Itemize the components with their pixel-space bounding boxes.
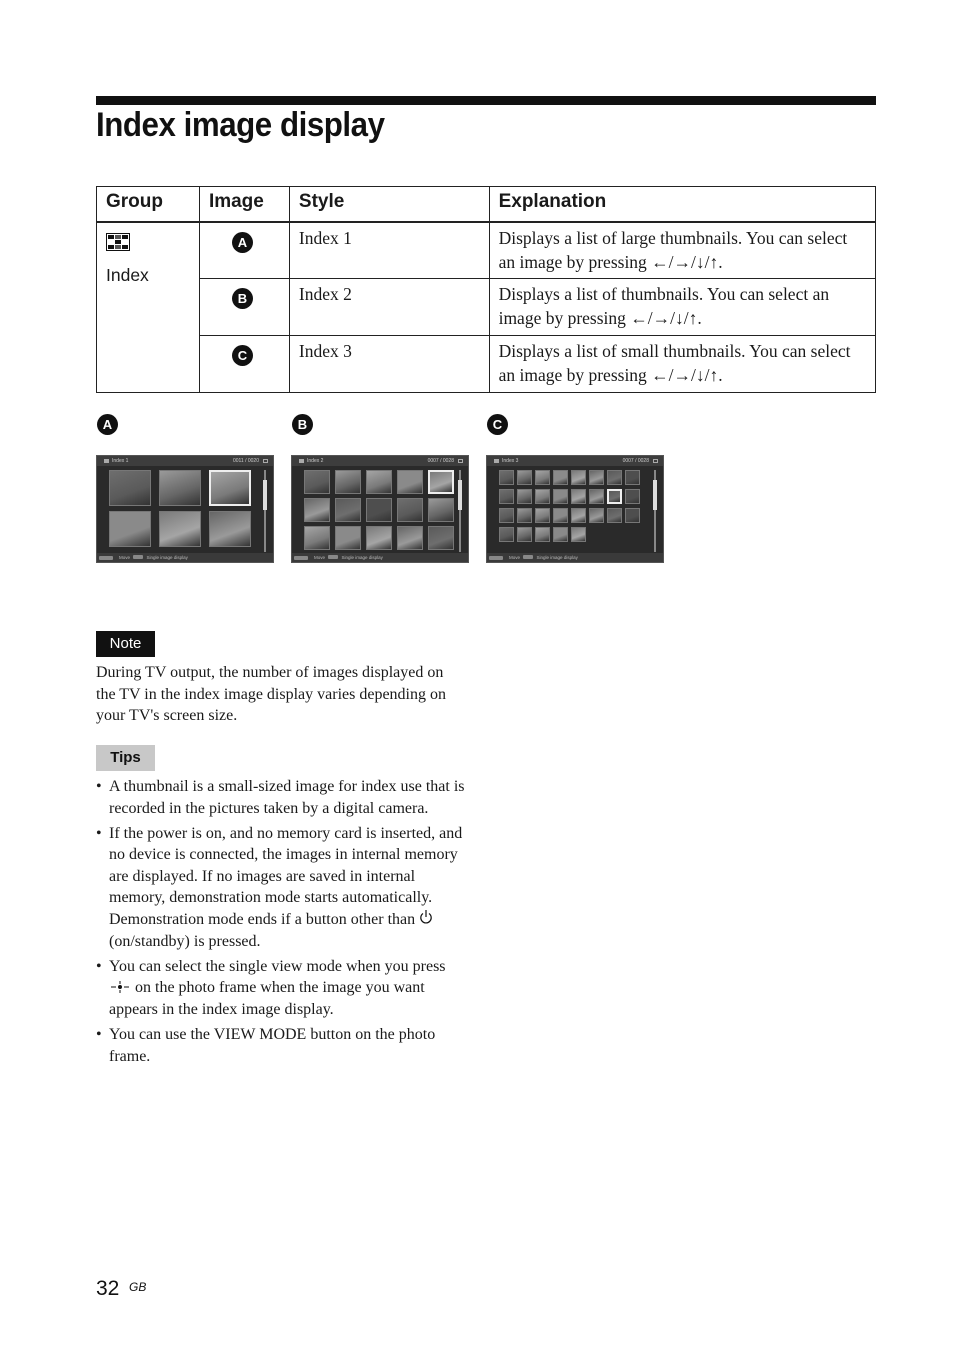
explanation-cell: Displays a list of large thumbnails. You can select an image by pressing ←/→/↓/↑. (489, 222, 875, 279)
thumbnail (109, 511, 151, 547)
screenshot-frame-icon (458, 459, 463, 463)
list-item (96, 1024, 468, 1067)
tips-list (96, 776, 468, 1071)
thumbnail (304, 526, 330, 550)
thumbnail (499, 508, 514, 523)
list-item (96, 776, 468, 819)
note-label: Note (96, 631, 155, 657)
index-style-table (96, 186, 876, 393)
enter-key-icon (328, 555, 338, 559)
note-text: During TV output, the number of images displayed on the TV in the index image display varies depending on your TV's screen size. (96, 664, 446, 725)
thumbnail (335, 498, 361, 522)
screenshot-counter: 0011 / 0020 (232, 458, 259, 464)
tip-text: You can use the VIEW MODE button on the photo frame. (109, 1026, 436, 1065)
list-item (96, 823, 468, 953)
table-row (97, 336, 876, 393)
title-rule (96, 96, 876, 105)
thumbnail (571, 489, 586, 504)
thumbnail (159, 511, 201, 547)
explanation-cell: Displays a list of small thumbnails. You can select an image by pressing ←/→/↓/↑. (489, 336, 875, 393)
enter-icon (109, 980, 131, 994)
index-grid-icon (106, 233, 130, 251)
thumbnail (607, 470, 622, 485)
thumbnail (517, 508, 532, 523)
thumbnail (304, 498, 330, 522)
index1-screenshot (96, 455, 274, 563)
image-cell (199, 336, 289, 393)
screenshot-title-bar (97, 456, 273, 466)
header-group: Group (97, 187, 200, 222)
screenshot-counter: 0007 / 0028 (622, 458, 649, 464)
style-cell: Index 1 (289, 222, 489, 279)
thumbnail (366, 526, 392, 550)
thumbnail (535, 470, 550, 485)
thumbnail (517, 489, 532, 504)
thumbnail (553, 470, 568, 485)
thumbnail (366, 470, 392, 494)
index2-screenshot (291, 455, 469, 563)
badge-b: B (232, 288, 253, 309)
arrow-keys-icon (489, 556, 503, 560)
thumbnail (553, 527, 568, 542)
thumbnail (499, 527, 514, 542)
thumbnail (499, 489, 514, 504)
thumbnail (517, 527, 532, 542)
page-number: 32 (96, 1277, 120, 1300)
screenshot-badge-c: C (487, 414, 508, 435)
thumbnail (109, 470, 151, 506)
header-explanation: Explanation (489, 187, 875, 222)
thumbnail (589, 470, 604, 485)
index-grid-icon (299, 459, 304, 463)
thumbnail (428, 470, 454, 494)
screenshot-counter: 0007 / 0028 (427, 458, 454, 464)
style-cell: Index 3 (289, 336, 489, 393)
enter-key-icon (133, 555, 143, 559)
footer-action: Single image display (536, 555, 578, 560)
header-style: Style (289, 187, 489, 222)
thumbnail (209, 470, 251, 506)
thumbnail (589, 508, 604, 523)
thumbnail (571, 470, 586, 485)
screenshot-title: Index 2 (307, 458, 324, 464)
screenshot-badge-a: A (97, 414, 118, 435)
index3-screenshot (486, 455, 664, 563)
thumbnail (428, 526, 454, 550)
thumbnail (397, 498, 423, 522)
power-icon (419, 909, 433, 926)
thumbnail (535, 489, 550, 504)
screenshot-title: Index 1 (112, 458, 129, 464)
group-cell (97, 222, 200, 393)
arrow-keys-icon (294, 556, 308, 560)
header-image: Image (199, 187, 289, 222)
screenshot-footer (487, 553, 663, 562)
footer-action: Single image display (341, 555, 383, 560)
tip-text: on the photo frame when the image you want appears in the index image display. (109, 979, 425, 1018)
thumbnail (535, 508, 550, 523)
group-label: Index (106, 264, 149, 285)
thumbnail (428, 498, 454, 522)
thumbnail (499, 470, 514, 485)
thumbnail (397, 526, 423, 550)
page-title: Index image display (96, 106, 385, 144)
image-cell (199, 222, 289, 279)
thumbnail (535, 527, 550, 542)
screenshot-frame-icon (653, 459, 658, 463)
tip-text: A thumbnail is a small-sized image for index use that is recorded in the pictures taken by a digital camera. (109, 778, 465, 817)
footer-move: Move (119, 555, 131, 560)
table-row (97, 279, 876, 336)
index-grid-icon (494, 459, 499, 463)
thumbnail (397, 470, 423, 494)
screenshot-badge-b: B (292, 414, 313, 435)
scrollbar (654, 470, 656, 552)
tip-text: If the power is on, and no memory card is inserted, and no device is connected, the images in internal memory are displayed. If no images are saved in internal memory, demonstration mode starts automatically. Demonstration mode ends if a button other than (109, 824, 463, 929)
screenshot-footer (97, 553, 273, 562)
thumbnail (335, 526, 361, 550)
thumbnail (625, 508, 640, 523)
table-row (97, 222, 876, 279)
footer-move: Move (509, 555, 521, 560)
screenshot-footer (292, 553, 468, 562)
thumbnail (553, 508, 568, 523)
screenshot-frame-icon (263, 459, 268, 463)
thumbnail (571, 527, 586, 542)
footer-action: Single image display (146, 555, 188, 560)
enter-key-icon (523, 555, 533, 559)
image-cell (199, 279, 289, 336)
thumbnail (366, 498, 392, 522)
badge-c: C (232, 345, 253, 366)
badge-a: A (232, 232, 253, 253)
thumbnail (607, 489, 622, 504)
thumbnail (335, 470, 361, 494)
screenshot-title: Index 3 (502, 458, 519, 464)
style-cell: Index 2 (289, 279, 489, 336)
list-item (96, 956, 468, 1021)
screenshot-title-bar (292, 456, 468, 466)
footer-move: Move (314, 555, 326, 560)
thumbnail (209, 511, 251, 547)
thumbnail (304, 470, 330, 494)
thumbnail (159, 470, 201, 506)
thumbnail (517, 470, 532, 485)
thumbnail (625, 489, 640, 504)
thumbnail (607, 508, 622, 523)
explanation-cell: Displays a list of thumbnails. You can select an image by pressing ←/→/↓/↑. (489, 279, 875, 336)
tip-text: (on/standby) is pressed. (109, 932, 261, 950)
tip-text: You can select the single view mode when you press (109, 957, 446, 975)
thumbnail (571, 508, 586, 523)
page-number-suffix: GB (129, 1280, 147, 1294)
tips-label: Tips (96, 745, 155, 771)
thumbnail (589, 489, 604, 504)
thumbnail (553, 489, 568, 504)
screenshot-title-bar (487, 456, 663, 466)
index-grid-icon (104, 459, 109, 463)
scrollbar (264, 470, 266, 552)
thumbnail (625, 470, 640, 485)
arrow-keys-icon (99, 556, 113, 560)
table-header-row (97, 187, 876, 222)
scrollbar (459, 470, 461, 552)
